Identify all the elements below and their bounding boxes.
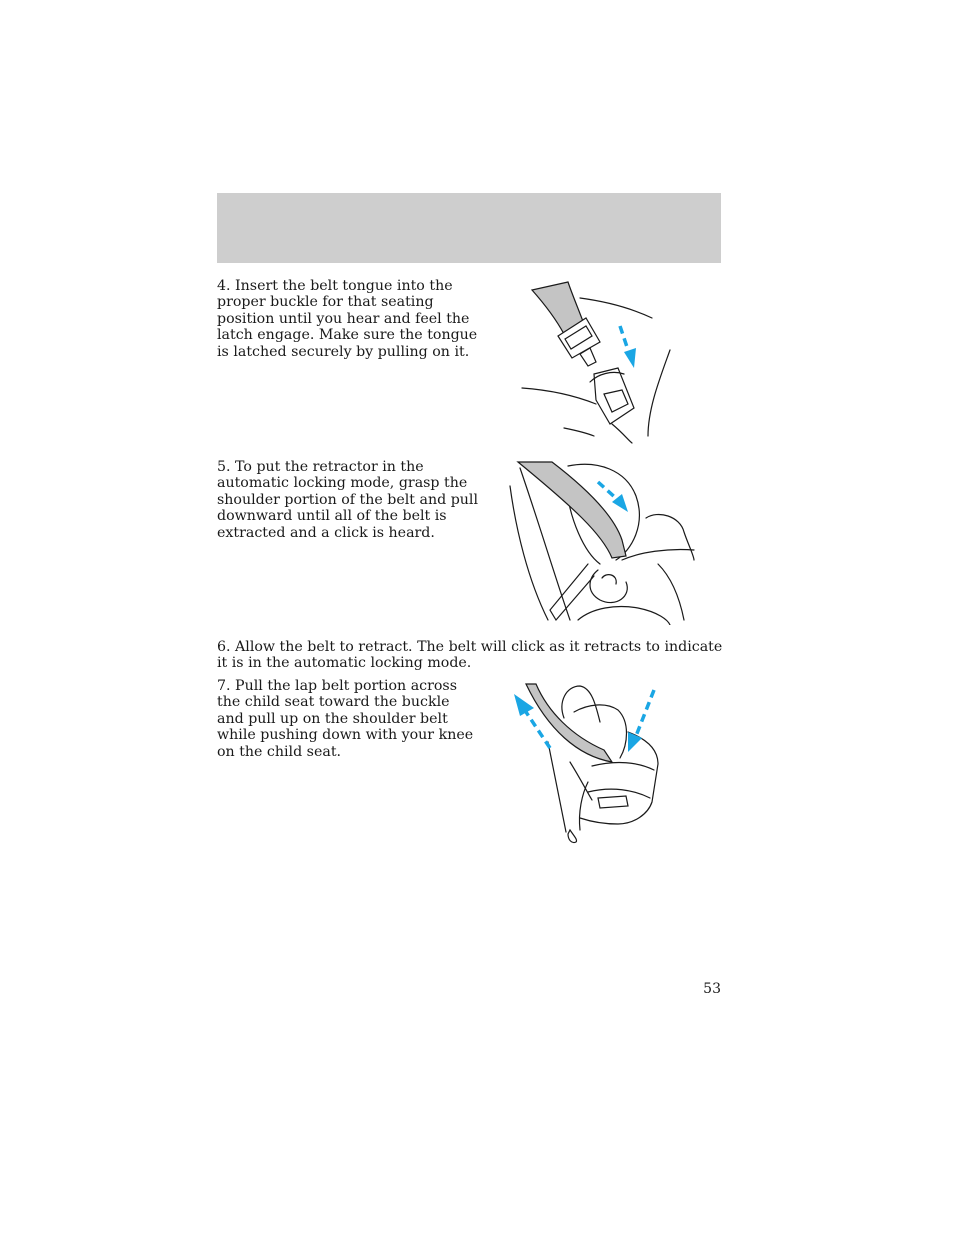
page-number: 53 bbox=[703, 981, 721, 997]
belt-buckle-insert-icon bbox=[520, 278, 680, 444]
step-7-text: 7. Pull the lap belt portion across the child seat toward the buckle and pull up on the shoulder belt while pushing down with your knee on the child seat. bbox=[217, 678, 474, 760]
step-6-text: 6. Allow the belt to retract. The belt will click as it retracts to indicate it is in the automatic locking mode. bbox=[217, 639, 723, 672]
section-header-band bbox=[217, 193, 721, 263]
step-5-text: 5. To put the retractor in the automatic locking mode, grasp the shoulder portion of the belt and pull downward until all of the belt is extracted and a click is heard. bbox=[217, 459, 478, 541]
lap-belt-tighten-icon bbox=[508, 682, 660, 844]
retractor-pull-icon bbox=[508, 460, 698, 625]
step-4-text: 4. Insert the belt tongue into the proper buckle for that seating position until you hear and feel the latch engage. Make sure the tongue is latched securely by pulling on it. bbox=[217, 278, 478, 360]
